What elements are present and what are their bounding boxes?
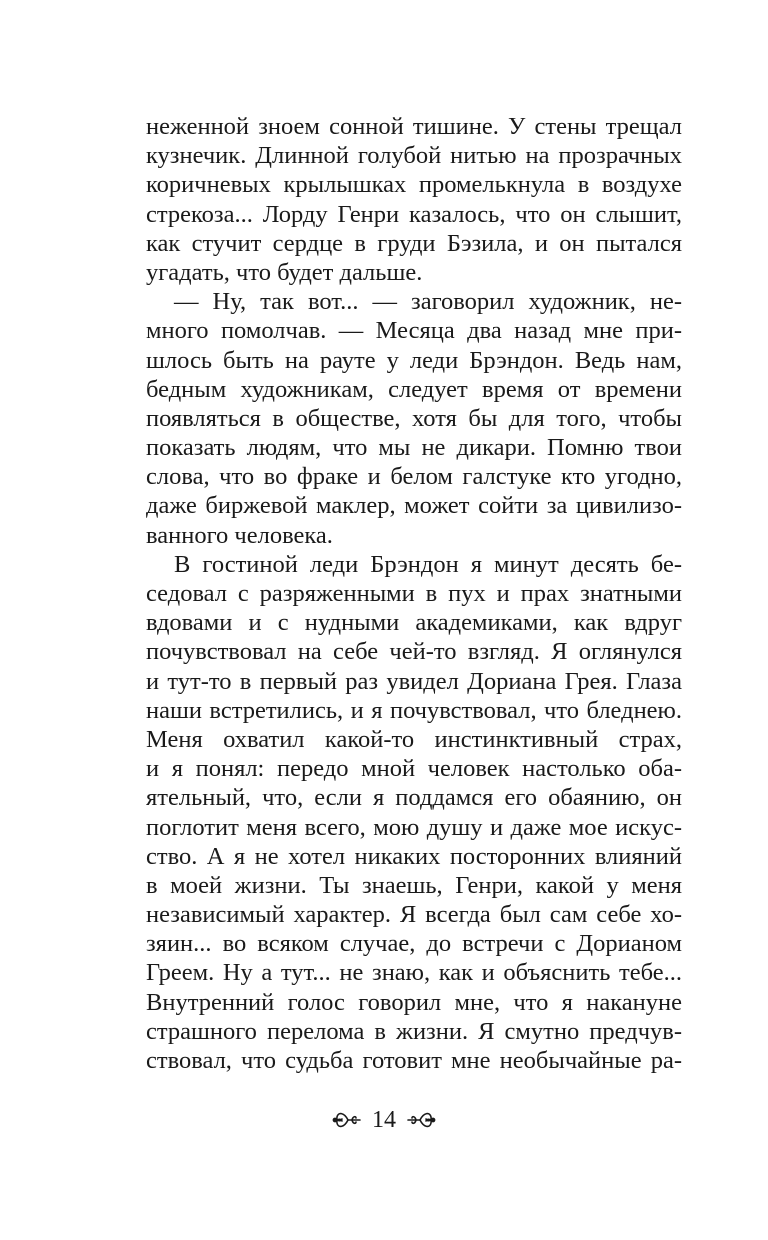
text-line: ятельный, что, если я поддамся его обаянию, он	[146, 784, 682, 812]
text-line: много помолчав. — Месяца два назад мне при-	[146, 317, 682, 345]
text-line: в моей жизни. Ты знаешь, Генри, какой у меня	[146, 871, 682, 899]
text-line: и я понял: передо мной человек настолько оба-	[146, 755, 682, 783]
text-line: показать людям, что мы не дикари. Помню твои	[146, 434, 682, 462]
text-line: неженной зноем сонной тишине. У стены трещал	[146, 113, 682, 140]
text-line: как стучит сердце в груди Бэзила, и он пытался	[146, 229, 682, 257]
text-line: бедным художникам, следует время от времени	[146, 375, 682, 403]
text-line: коричневых крылышках промелькнула в воздухе	[146, 171, 682, 199]
floral-ornament-icon	[332, 1108, 362, 1132]
text-line: ствовал, что судьба готовит мне необычайные ра-	[146, 1047, 682, 1074]
text-line: появляться в обществе, хотя бы для того, чтобы	[146, 404, 682, 432]
text-line: В гостиной леди Брэндон я минут десять бе-	[174, 550, 682, 578]
text-line: наши встретились, и я почувствовал, что бледнею.	[146, 696, 682, 724]
text-line: седовал с разряженными в пух и прах знатными	[146, 580, 682, 607]
text-line: — Ну, так вот... — заговорил художник, не-	[174, 288, 682, 316]
body-text	[146, 112, 682, 1075]
text-line: страшного перелома в жизни. Я смутно предчув-	[146, 1017, 682, 1045]
text-line: кузнечик. Длинной голубой нитью на прозрачных	[146, 142, 682, 170]
text-line: стрекоза... Лорду Генри казалось, что он слышит,	[146, 200, 682, 228]
text-line: и тут-то в первый раз увидел Дориана Грея. Глаза	[146, 667, 682, 695]
text-line: почувствовал на себе чей-то взгляд. Я оглянулся	[146, 638, 682, 666]
text-line: шлось быть на рауте у леди Брэндон. Ведь нам,	[146, 346, 682, 374]
text-line: ство. А я не хотел никаких посторонних влияний	[146, 842, 682, 870]
text-line: Внутренний голос говорил мне, что я накануне	[146, 988, 682, 1016]
text-line: даже биржевой маклер, может сойти за цивилизо-	[146, 492, 682, 520]
page-footer	[0, 1100, 768, 1140]
text-line: поглотит меня всего, мою душу и даже мое искус-	[146, 813, 682, 841]
text-line: ванного человека.	[146, 521, 333, 549]
text-line: угадать, что будет дальше.	[146, 258, 423, 286]
text-line: зяин... во всяком случае, до встречи с Дорианом	[146, 930, 682, 958]
text-line: Меня охватил какой-то инстинктивный страх,	[146, 725, 682, 753]
text-line: независимый характер. Я всегда был сам себе хо-	[146, 901, 682, 929]
text-line: слова, что во фраке и белом галстуке кто угодно,	[146, 463, 682, 491]
text-line: Греем. Ну а тут... не знаю, как и объяснить тебе...	[146, 959, 682, 987]
text-line: вдовами и с нудными академиками, как вдруг	[146, 609, 682, 637]
floral-ornament-icon	[406, 1108, 436, 1132]
page-number: 14	[372, 1106, 396, 1133]
